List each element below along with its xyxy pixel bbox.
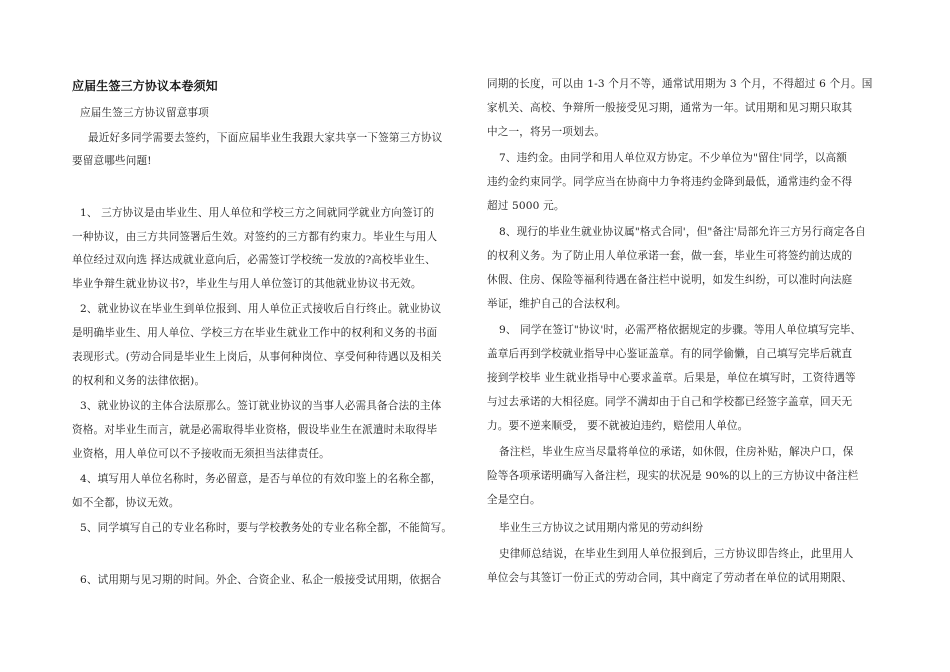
text-line: 6、试用期与见习期的时间。外企、合资企业、私企一般接受试用期，依据合 bbox=[80, 574, 442, 586]
text-line: 资格。对毕业生而言，就是必需取得毕业资格，假设毕业生在派遣时未取得毕 bbox=[72, 424, 438, 436]
text-line: 8、现行的毕业生就业协议属"格式合同'，但"备注'局部允许三方另行商定各自 bbox=[499, 226, 866, 238]
text-line: 违约金约束同学。同学应当在协商中力争将违约金降到最低，通常违约金不得 bbox=[487, 176, 853, 188]
text-line: 家机关、高校、争辩所一般接受见习期，通常为一年。试用期和见习期只取其 bbox=[487, 102, 853, 114]
text-line: 史律师总结说，在毕业生到用人单位报到后，三方协议即告终止，此里用人 bbox=[499, 548, 854, 560]
text-line: 7、违约金。由同学和用人单位双方协定。不少单位为"留住'同学，以高额 bbox=[499, 152, 848, 164]
text-line: 要留意哪些问题! bbox=[72, 155, 152, 167]
text-line: 是明确毕业生、用人单位、学校三方在毕业生就业工作中的权利和义务的书面 bbox=[72, 327, 438, 339]
text-line: 盖章后再到学校就业指导中心鉴证盖章。有的同学偷懒，自己填写完毕后就直 bbox=[487, 348, 853, 360]
text-line: 9、 同学在签订"协议'时，必需严格依据规定的步骤。等用人单位填写完毕、 bbox=[499, 324, 862, 336]
text-line: 接到学校毕 业生就业指导中心要求盖章。后果是，单位在填写时，工资待遇等 bbox=[487, 372, 856, 384]
text-line: 单位会与其签订一份正式的劳动合同，其中商定了劳动者在单位的试用期限、 bbox=[487, 572, 853, 584]
document-title: 应届生签三方协议本卷须知 bbox=[72, 79, 218, 93]
text-line: 与过去承诺的大相径庭。同学不满却由于自己和学校都已经签字盖章，回天无 bbox=[487, 396, 853, 408]
text-line: 举证，维护自己的合法权利。 bbox=[487, 298, 627, 310]
text-line: 表现形式。(劳动合同是毕业生上岗后，从事何种岗位、享受何种待遇以及相关 bbox=[72, 351, 442, 363]
text-line: 的权利义务。为了防止用人单位承诺一套，做一套，毕业生可将签约前达成的 bbox=[487, 250, 853, 262]
text-line: 同期的长度，可以由 1-3 个月不等，通常试用期为 3 个月，不得超过 6 个月。国 bbox=[487, 78, 873, 90]
text-line: 2、就业协议在毕业生到单位报到、用人单位正式接收后自行终止。就业协议 bbox=[80, 303, 442, 315]
text-line: 全是空白。 bbox=[487, 494, 541, 506]
section-heading: 毕业生三方协议之试用期内常见的劳动纠纷 bbox=[499, 522, 704, 534]
text-line: 超过 5000 元。 bbox=[487, 200, 565, 212]
text-line: 毕业争辩生就业协议书?，毕业生与用人单位签订的其他就业协议书无效。 bbox=[72, 278, 422, 290]
text-line: 力。要不逆来顺受， 要不就被迫违约，赔偿用人单位。 bbox=[487, 420, 749, 432]
text-line: 5、同学填写自己的专业名称时，要与学校教务处的专业名称全都，不能简写。 bbox=[80, 522, 453, 534]
text-line: 最近好多同学需要去签约，下面应届毕业生我跟大家共享一下签第三方协议 bbox=[88, 132, 443, 144]
text-line: 险等各项承诺明确写入备注栏，现实的状况是 90%的以上的三方协议中备注栏 bbox=[487, 470, 859, 482]
subtitle-line: 应届生签三方协议留意事项 bbox=[80, 107, 209, 119]
text-line: 3、就业协议的主体合法原那么。签订就业协议的当事人必需具备合法的主体 bbox=[80, 400, 442, 412]
text-line: 如不全都，协议无效。 bbox=[72, 497, 180, 509]
text-line: 业资格，用人单位可以不予接收而无须担当法律责任。 bbox=[72, 448, 330, 460]
text-line: 一种协议，由三方共同签署后生效。对签约的三方都有约束力。毕业生与用人 bbox=[72, 231, 438, 243]
text-line: 1、 三方协议是由毕业生、用人单位和学校三方之间就同学就业方向签订的 bbox=[80, 207, 435, 219]
text-line: 中之一，将另一项划去。 bbox=[487, 126, 606, 138]
text-line: 4、填写用人单位名称时，务必留意，是否与单位的有效印鉴上的名称全都， bbox=[80, 473, 442, 485]
text-line: 的权利和义务的法律依据)。 bbox=[72, 375, 206, 387]
text-line: 备注栏，毕业生应当尽量将单位的承诺，如休假，住房补贴，解决户口，保 bbox=[499, 446, 854, 458]
text-line: 单位经过双向选 择达成就业意向后，必需签订学校统一发放的?高校毕业生、 bbox=[72, 254, 436, 266]
text-line: 休假、住房、保险等福利待遇在备注栏中说明，如发生纠纷，可以准时向法庭 bbox=[487, 274, 853, 286]
